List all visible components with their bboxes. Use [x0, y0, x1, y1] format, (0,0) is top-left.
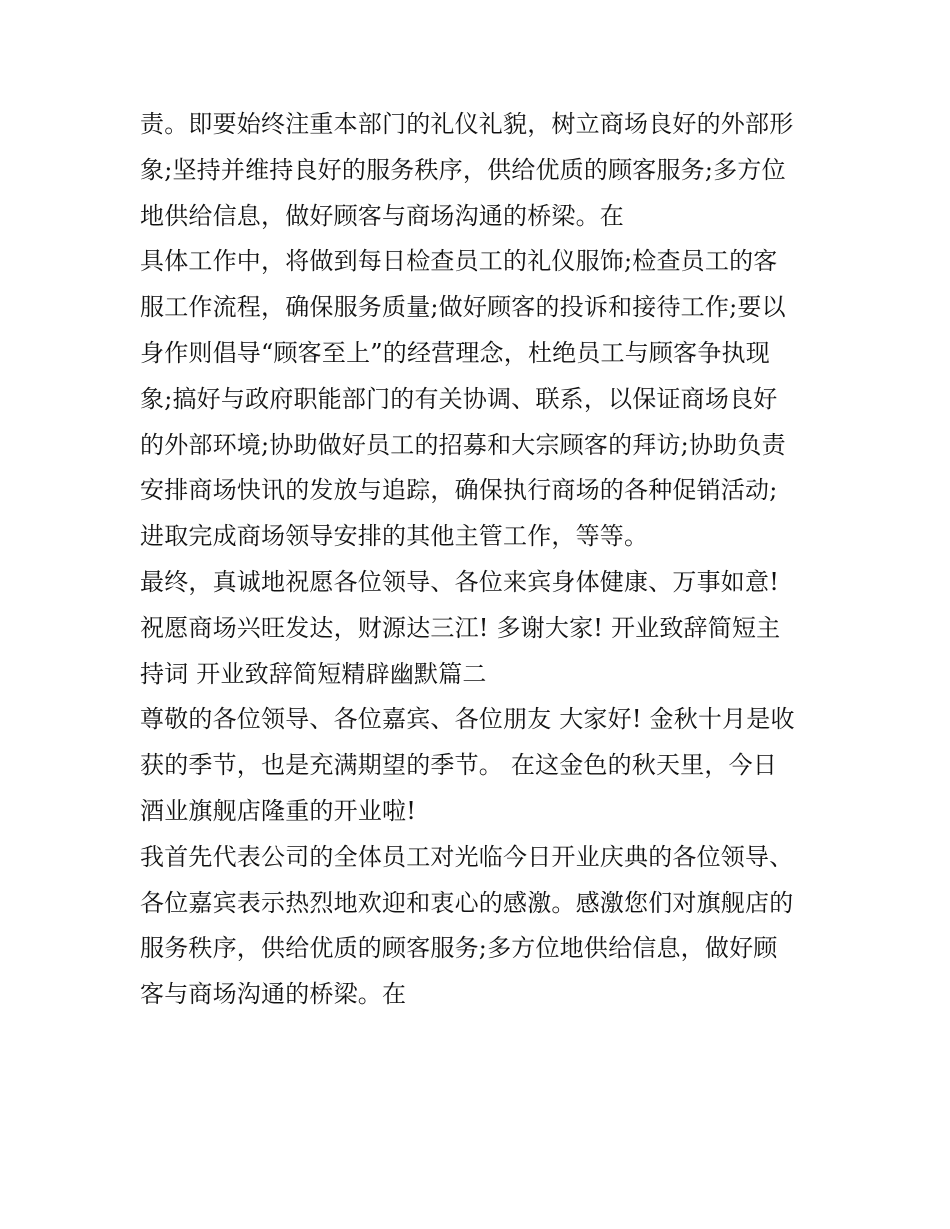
text-line: 责。即要始终注重本部门的礼仪礼貌，树立商场良好的外部形: [140, 110, 794, 138]
document-body: [140, 102, 830, 1018]
text-line: 尊敬的各位领导、各位嘉宾、各位朋友 大家好! 金秋十月是收: [140, 705, 795, 734]
text-line: 象;搞好与政府职能部门的有关协调、联系，以保证商场良好: [140, 384, 778, 413]
text-line: 服工作流程，确保服务质量;做好顾客的投诉和接待工作;要以: [140, 293, 786, 322]
text-line: 具体工作中，将做到每日检查员工的礼仪服饰;检查员工的客: [140, 247, 778, 276]
text-line: 获的季节，也是充满期望的季节。 在这金色的秋天里，今日: [140, 751, 778, 780]
text-line: 持词 开业致辞简短精辟幽默篇二: [140, 659, 487, 688]
text-line: 进取完成商场领导安排的其他主管工作，等等。: [140, 522, 649, 551]
text-line: 象;坚持并维持良好的服务秩序，供给优质的顾客服务;多方位: [140, 155, 786, 184]
text-line: 祝愿商场兴旺发达，财源达三江! 多谢大家! 开业致辞简短主: [140, 613, 781, 642]
text-line: 各位嘉宾表示热烈地欢迎和衷心的感激。感激您们对旗舰店的: [140, 888, 794, 917]
text-line: 酒业旗舰店隆重的开业啦!: [140, 796, 417, 825]
text-line: 最终，真诚地祝愿各位领导、各位来宾身体健康、万事如意!: [140, 567, 780, 596]
text-line: 地供给信息，做好顾客与商场沟通的桥梁。在: [140, 201, 624, 230]
text-line: 我首先代表公司的全体员工对光临今日开业庆典的各位领导、: [140, 842, 794, 871]
text-line: 安排商场快讯的发放与追踪，确保执行商场的各种促销活动;: [140, 476, 778, 505]
text-line: 客与商场沟通的桥梁。在: [140, 980, 407, 1009]
text-line: 的外部环境;协助做好员工的招募和大宗顾客的拜访;协助负责: [140, 430, 786, 459]
text-line: 服务秩序，供给优质的顾客服务;多方位地供给信息，做好顾: [140, 934, 778, 963]
text-line: 身作则倡导“顾客至上”的经营理念，杜绝员工与顾客争执现: [140, 338, 770, 367]
